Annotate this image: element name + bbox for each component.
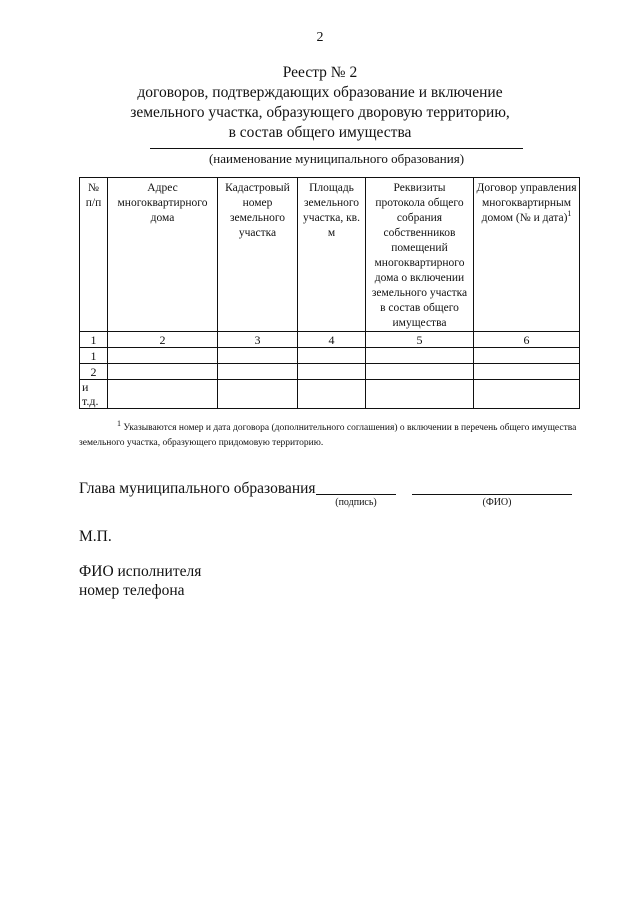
table-cell <box>298 348 366 364</box>
row-number: и т.д. <box>80 380 108 409</box>
footnote-mark: 1 <box>117 418 121 428</box>
municipality-caption: (наименование муниципального образования) <box>208 151 465 166</box>
column-number: 5 <box>366 332 474 348</box>
document-title <box>60 63 580 143</box>
header-management-contract <box>474 178 580 332</box>
table-row <box>80 380 580 409</box>
header-area: Площадь земельного участка, кв. м <box>298 178 366 332</box>
stamp-label: М.П. <box>79 528 112 545</box>
executor-phone-label: номер телефона <box>79 582 185 599</box>
footnote-text: Указываются номер и дата договора (дополнительного соглашения) о включении в перечень общего имущества земельного участка, образующего придомовую территорию. <box>79 423 577 448</box>
executor-name-label: ФИО исполнителя <box>79 563 202 580</box>
table-cell <box>108 380 218 409</box>
footnote <box>79 418 599 451</box>
table-cell <box>108 348 218 364</box>
column-number: 2 <box>108 332 218 348</box>
registry-table <box>79 177 580 409</box>
signature-caption: (подпись) <box>335 497 377 508</box>
column-number-row <box>80 332 580 348</box>
header-address: Адрес многоквартирного дома <box>108 178 218 332</box>
column-number: 1 <box>80 332 108 348</box>
head-label: Глава муниципального образования <box>79 480 316 497</box>
row-number: 1 <box>80 348 108 364</box>
table-cell <box>474 380 580 409</box>
table-row <box>80 348 580 364</box>
table-cell <box>218 380 298 409</box>
table-cell <box>366 364 474 380</box>
column-number: 3 <box>218 332 298 348</box>
executor-block <box>79 562 201 600</box>
table-row <box>80 364 580 380</box>
header-protocol-details: Реквизиты протокола общего собрания собственников помещений многоквартирного дома о включении земельного участка в состав общего имущества <box>366 178 474 332</box>
header-cadastral-number: Кадастровый номер земельного участка <box>218 178 298 332</box>
table-cell <box>218 364 298 380</box>
table-cell <box>366 348 474 364</box>
table-cell <box>298 380 366 409</box>
table-cell <box>108 364 218 380</box>
column-number: 4 <box>298 332 366 348</box>
column-number: 6 <box>474 332 580 348</box>
table-cell <box>474 364 580 380</box>
signature-line <box>316 494 396 495</box>
title-line-4: в состав общего имущества <box>228 124 412 141</box>
header-management-contract-text: Договор управления многоквартирным домом (№ и дата) <box>476 182 577 224</box>
table-cell <box>474 348 580 364</box>
page-number: 2 <box>316 30 324 45</box>
table-header-row <box>80 178 580 332</box>
fio-line <box>412 494 572 495</box>
table-cell <box>218 348 298 364</box>
title-line-2: договоров, подтверждающих образование и включение <box>137 84 503 101</box>
table-cell <box>366 380 474 409</box>
table-cell <box>298 364 366 380</box>
row-number: 2 <box>80 364 108 380</box>
fio-caption: (ФИО) <box>482 497 512 508</box>
header-number: № п/п <box>80 178 108 332</box>
municipality-blank-line <box>150 148 523 149</box>
title-line-3: земельного участка, образующего дворовую территорию, <box>130 104 510 121</box>
header-footnote-mark: 1 <box>567 209 572 219</box>
title-registry-number: Реестр № 2 <box>282 64 358 81</box>
